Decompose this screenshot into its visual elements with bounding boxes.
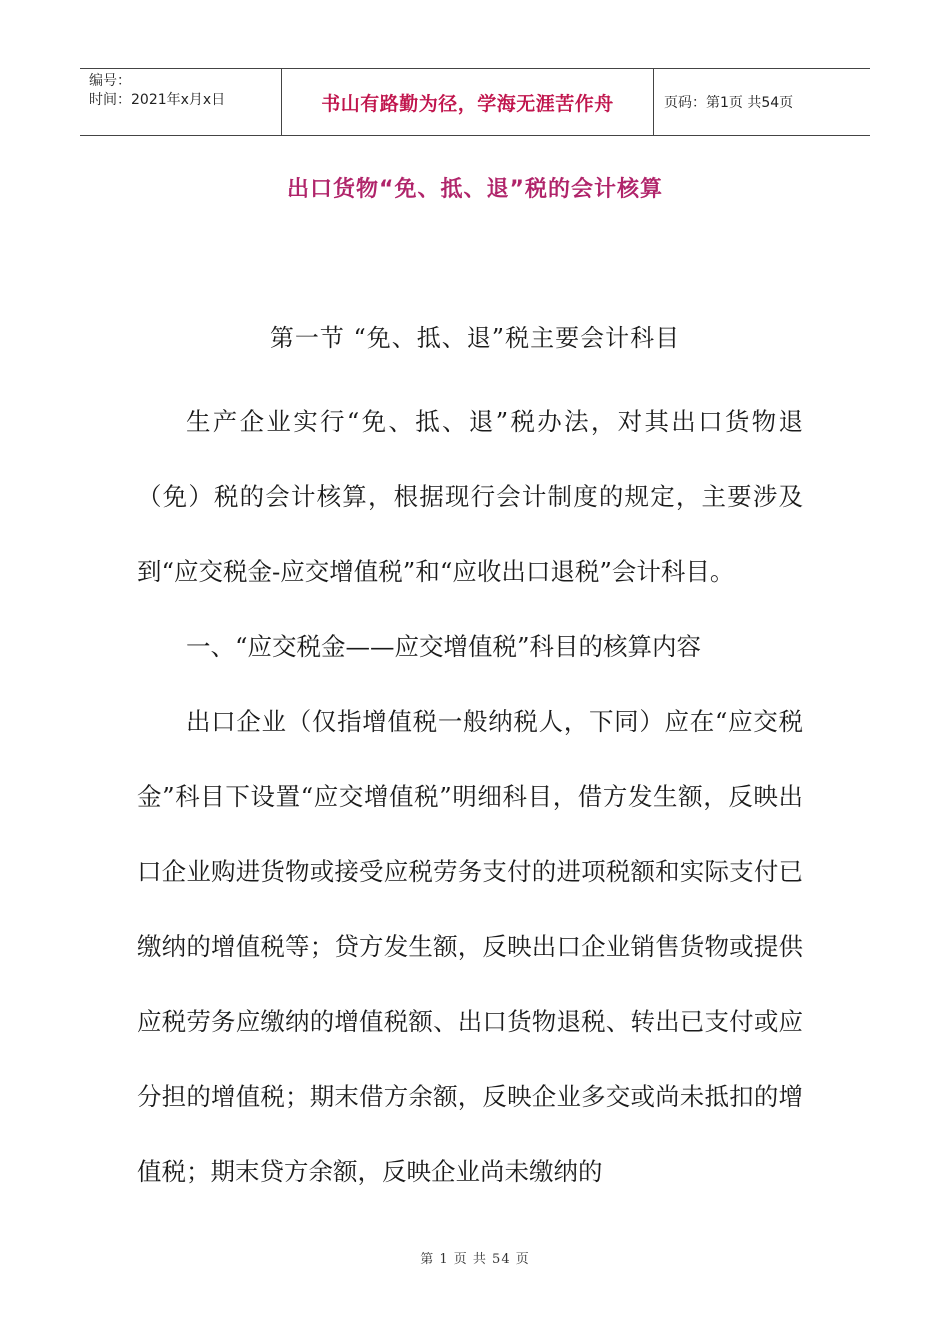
header-motto: 书山有路勤为径，学海无涯苦作舟 xyxy=(282,69,654,135)
subsection-heading: 一、“应交税金——应交增值税”科目的核算内容 xyxy=(186,632,702,661)
header-meta xyxy=(80,69,282,135)
document-date: 时间：2021年x月x日 xyxy=(89,92,226,108)
document-number-label: 编号： xyxy=(89,73,131,89)
document-title: 出口货物“免、抵、退”税的会计核算 xyxy=(287,177,663,202)
section-heading: 第一节 “免、抵、退”税主要会计科目 xyxy=(269,324,681,352)
page-footer: 第 1 页 共 54 页 xyxy=(420,1252,530,1267)
body-paragraph: 出口企业（仅指增值税一般纳税人，下同）应在“应交税金”科目下设置“应交增值税”明细科目，借方发生额，反映出口企业购进货物或接受应税劳务支付的进项税额和实际支付已缴纳的增值税等；贷方发生额，反映出口企业销售货物或提供应税劳务应缴纳的增值税额、出口货物退税、转出已支付或应分担的增值税；期末借方余额，反映企业多交或尚未抵扣的增值税；期末贷方余额，反映企业尚未缴纳的 xyxy=(137,707,803,1186)
document-header xyxy=(80,68,870,136)
header-page-info: 页码：第1页 共54页 xyxy=(664,95,794,111)
body-paragraph: 生产企业实行“免、抵、退”税办法，对其出口货物退（免）税的会计核算，根据现行会计制度的规定，主要涉及到“应交税金-应交增值税”和“应收出口退税”会计科目。 xyxy=(137,407,803,586)
